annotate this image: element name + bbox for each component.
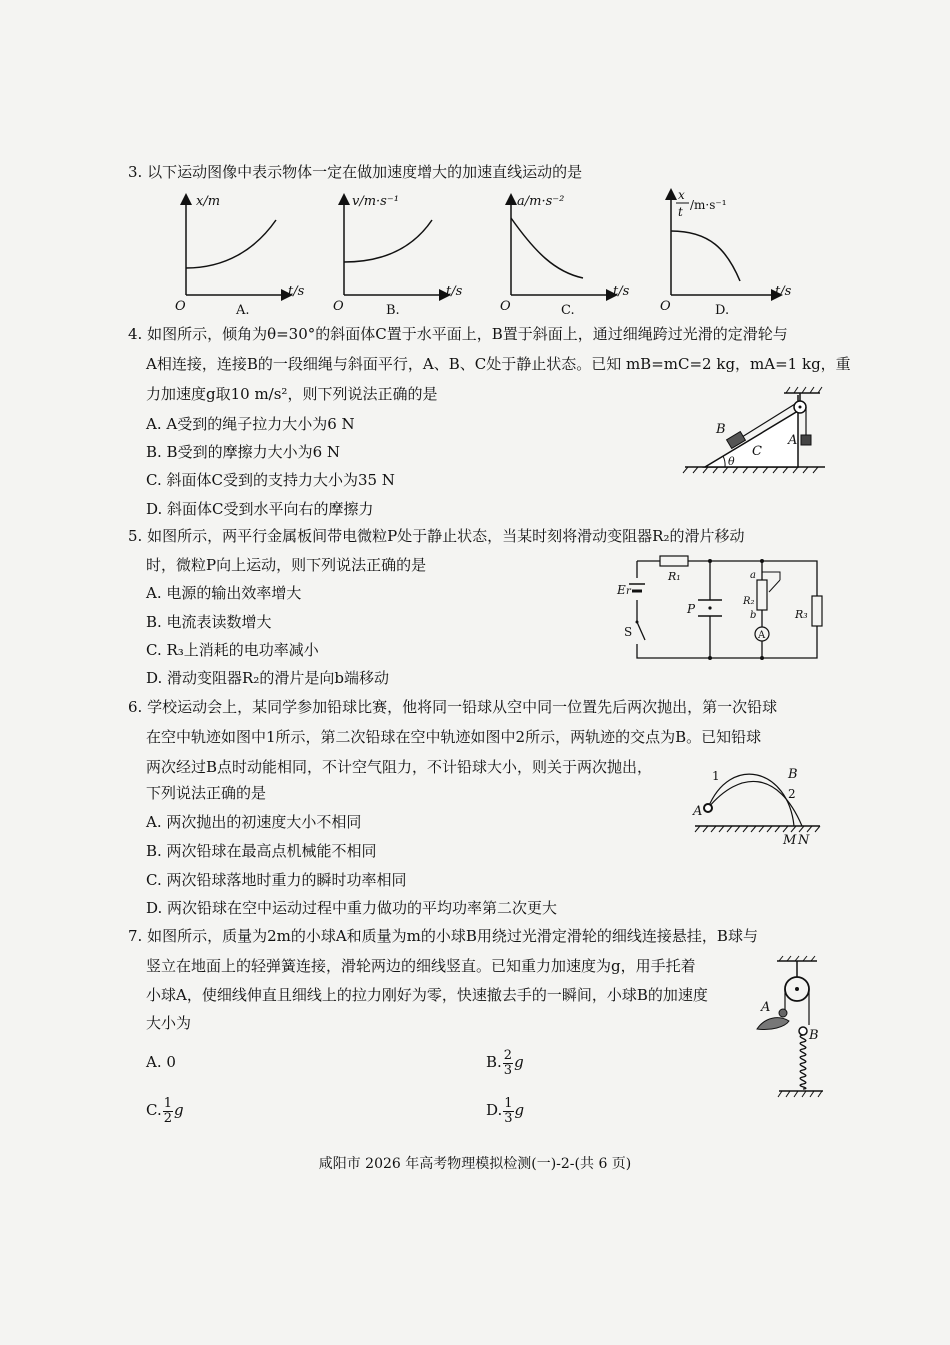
q5-circuit-figure <box>612 556 832 666</box>
label-a: A <box>788 433 798 448</box>
q5-line2: 时，微粒P向上运动，则下列说法正确的是 <box>146 556 427 574</box>
label-traj-2: 2 <box>788 787 796 801</box>
label-s: S <box>624 625 633 639</box>
q5-line1: 5. 如图所示，两平行金属板间带电微粒P处于静止状态，当某时刻将滑动变阻器R₂的滑片移动 <box>128 527 745 545</box>
ball-b <box>799 1027 807 1035</box>
resistor-r3 <box>812 596 822 626</box>
hand-icon <box>757 1018 789 1030</box>
q6-line4: 下列说法正确的是 <box>146 784 267 802</box>
q6-option-d: D. 两次铅球在空中运动过程中重力做功的平均功率第二次更大 <box>146 899 558 917</box>
option-d: D. <box>715 303 730 318</box>
label-c: C <box>752 444 762 459</box>
q4-line1: 4. 如图所示，倾角为θ=30°的斜面体C置于水平面上，B置于斜面上，通过细绳跨过光滑的定滑轮与 <box>128 325 788 343</box>
xlabel-b: t/s <box>446 284 463 299</box>
label-a: A <box>761 1000 771 1015</box>
label-traj-1: 1 <box>712 769 720 783</box>
q4-option-d: D. 斜面体C受到水平向右的摩擦力 <box>146 500 374 518</box>
ylabel-d-unit: /m·s⁻¹ <box>690 198 727 212</box>
label-m: M <box>783 833 797 848</box>
option-c: C. <box>561 303 575 318</box>
label-b: B <box>716 422 726 437</box>
q7-line3: 小球A，使细线伸直且细线上的拉力刚好为零，快速撤去手的一瞬间，小球B的加速度 <box>146 986 708 1004</box>
label-r1: R₁ <box>668 570 681 583</box>
q3-graph-d <box>655 185 805 320</box>
q4-option-a: A. A受到的绳子拉力大小为6 N <box>146 415 355 433</box>
q5-option-c: C. R₃上消耗的电功率减小 <box>146 641 319 659</box>
label-b: B <box>788 767 798 782</box>
q4-option-c: C. 斜面体C受到的支持力大小为35 N <box>146 471 395 489</box>
ylabel-b: v/m·s⁻¹ <box>352 194 399 209</box>
label-theta: θ <box>728 455 735 468</box>
ylabel-d-den: t <box>678 205 683 219</box>
q7-option-a: A. 0 <box>146 1053 176 1071</box>
label-b: B <box>809 1028 819 1043</box>
q3-stem: 3. 以下运动图像中表示物体一定在做加速度增大的加速直线运动的是 <box>128 163 583 181</box>
q4-incline-figure <box>680 383 830 483</box>
resistor-r1 <box>660 556 688 566</box>
label-r3: R₃ <box>795 608 808 621</box>
block-a <box>801 435 811 445</box>
label-r: r <box>626 586 631 597</box>
origin-b: O <box>333 299 344 314</box>
q6-option-b: B. 两次铅球在最高点机械能不相同 <box>146 842 377 860</box>
q6-option-c: C. 两次铅球落地时重力的瞬时功率相同 <box>146 871 407 889</box>
xlabel-a: t/s <box>288 284 305 299</box>
q6-line1: 6. 学校运动会上，某同学参加铅球比赛，他将同一铅球从空中同一位置先后两次抛出，第一次铅球 <box>128 698 778 716</box>
label-ammeter: A <box>758 630 766 641</box>
q3-graph-c <box>495 190 635 320</box>
q7-pulley-figure <box>755 955 830 1100</box>
q6-line2: 在空中轨迹如图中1所示，第二次铅球在空中轨迹如图中2所示，两轨迹的交点为B。已知铅球 <box>146 728 762 746</box>
label-a-terminal: a <box>750 570 756 581</box>
q7-option-b: B. $\frac{2}{3}$ g <box>486 1047 524 1078</box>
xlabel-d: t/s <box>775 284 792 299</box>
xlabel-c: t/s <box>613 284 630 299</box>
label-e: E <box>617 583 626 597</box>
q6-line3: 两次经过B点时动能相同，不计空气阻力，不计铅球大小，则关于两次抛出， <box>146 758 653 776</box>
ball-a <box>779 1009 787 1017</box>
q3-graph-a <box>170 190 310 320</box>
ylabel-a: x/m <box>196 194 221 209</box>
origin-d: O <box>660 299 671 314</box>
q4-line2: A相连接，连接B的一段细绳与斜面平行，A、B、C处于静止状态。已知 mB=mC=2 kg，mA=1 kg，重 <box>146 355 851 373</box>
label-b-terminal: b <box>750 610 757 621</box>
curve-c <box>511 218 583 278</box>
option-b: B. <box>386 303 400 318</box>
ylabel-c: a/m·s⁻² <box>517 194 565 209</box>
q7-line4: 大小为 <box>146 1014 192 1032</box>
curve-b <box>344 220 432 262</box>
curve-d <box>671 231 740 281</box>
label-a: A <box>693 804 703 819</box>
q5-option-b: B. 电流表读数增大 <box>146 613 272 631</box>
q5-option-d: D. 滑动变阻器R₂的滑片是向b端移动 <box>146 669 389 687</box>
q7-line1: 7. 如图所示，质量为2m的小球A和质量为m的小球B用绕过光滑定滑轮的细线连接悬挂，B球与 <box>128 927 758 945</box>
page-footer: 咸阳市 2026 年高考物理模拟检测(一)-2-(共 6 页) <box>318 1156 632 1172</box>
q6-trajectory-figure <box>690 760 825 850</box>
q6-option-a: A. 两次抛出的初速度大小不相同 <box>146 813 362 831</box>
label-p: P <box>687 602 696 616</box>
label-r2: R₂ <box>743 596 755 607</box>
q5-option-a: A. 电源的输出效率增大 <box>146 584 302 602</box>
q7-option-d: D. $\frac{1}{3}$ g <box>486 1095 525 1126</box>
q4-option-b: B. B受到的摩擦力大小为6 N <box>146 443 341 461</box>
ylabel-d-num: x <box>678 188 685 202</box>
particle-p <box>708 606 711 609</box>
origin-c: O <box>500 299 511 314</box>
curve-a <box>186 220 276 268</box>
option-a: A. <box>236 303 250 318</box>
q3-graph-b <box>328 190 468 320</box>
q7-option-c: C. $\frac{1}{2}$ g <box>146 1095 184 1126</box>
point-a <box>704 804 712 812</box>
label-n: N <box>798 833 810 848</box>
spring <box>800 1035 806 1089</box>
q4-line3: 力加速度g取10 m/s²，则下列说法正确的是 <box>146 385 438 403</box>
q7-line2: 竖立在地面上的轻弹簧连接，滑轮两边的细线竖直。已知重力加速度为g，用手托着 <box>146 957 696 975</box>
resistor-r2 <box>757 580 767 610</box>
origin-a: O <box>175 299 186 314</box>
